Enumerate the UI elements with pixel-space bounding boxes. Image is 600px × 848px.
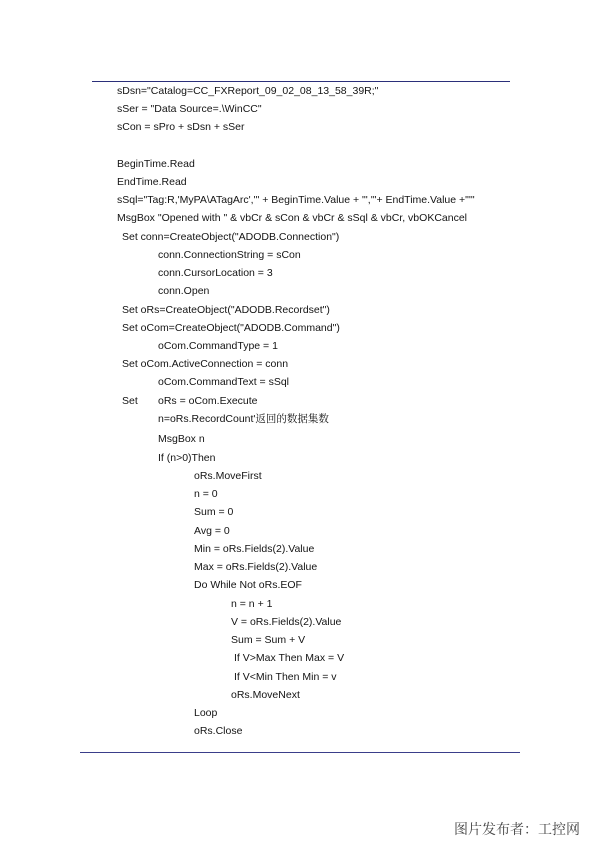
code-line: BeginTime.Read <box>117 158 195 170</box>
code-line: oRs = oCom.Execute <box>158 395 258 407</box>
code-line: conn.Open <box>158 285 210 297</box>
code-line: n=oRs.RecordCount'返回的数据集数 <box>158 413 329 425</box>
code-line: conn.CursorLocation = 3 <box>158 267 273 279</box>
top-rule <box>92 81 510 82</box>
code-line: oRs.MoveNext <box>231 689 300 701</box>
code-line: Sum = 0 <box>194 506 234 518</box>
code-line: n = 0 <box>194 488 218 500</box>
code-line: V = oRs.Fields(2).Value <box>231 616 342 628</box>
code-line: oCom.CommandText = sSql <box>158 376 290 388</box>
code-line: Sum = Sum + V <box>231 634 306 646</box>
code-line: If V>Max Then Max = V <box>234 652 345 664</box>
watermark: 图片发布者：工控网 <box>454 821 580 837</box>
code-line: MsgBox n <box>158 433 205 445</box>
code-line: MsgBox "Opened with " & vbCr & sCon & vbCr & sSql & vbCr, vbOKCancel <box>117 212 468 224</box>
code-line: If V<Min Then Min = v <box>234 671 337 683</box>
code-line: Avg = 0 <box>194 525 230 537</box>
code-line: Loop <box>194 707 218 719</box>
code-line: EndTime.Read <box>117 176 187 188</box>
code-line: oCom.CommandType = 1 <box>158 340 278 352</box>
code-line: Min = oRs.Fields(2).Value <box>194 543 315 555</box>
code-line: Set <box>122 395 138 407</box>
code-line: Set conn=CreateObject("ADODB.Connection") <box>122 231 340 243</box>
code-line: oRs.MoveFirst <box>194 470 262 482</box>
code-line: Set oCom=CreateObject("ADODB.Command") <box>122 322 340 334</box>
code-line: Max = oRs.Fields(2).Value <box>194 561 318 573</box>
code-line: sDsn="Catalog=CC_FXReport_09_02_08_13_58_39R;" <box>117 85 379 97</box>
code-line: Set oRs=CreateObject("ADODB.Recordset") <box>122 304 330 316</box>
code-line: n = n + 1 <box>231 598 273 610</box>
code-line: sCon = sPro + sDsn + sSer <box>117 121 245 133</box>
bottom-rule <box>80 752 520 753</box>
code-line: oRs.Close <box>194 725 243 737</box>
code-line: sSer = "Data Source=.\WinCC" <box>117 103 262 115</box>
code-line: sSql="Tag:R,'MyPA\ATagArc',"' + BeginTime.Value + "','"+ EndTime.Value +"'" <box>117 194 475 206</box>
code-line: If (n>0)Then <box>158 452 216 464</box>
code-line: Do While Not oRs.EOF <box>194 579 302 591</box>
code-line: Set oCom.ActiveConnection = conn <box>122 358 289 370</box>
code-line: conn.ConnectionString = sCon <box>158 249 301 261</box>
